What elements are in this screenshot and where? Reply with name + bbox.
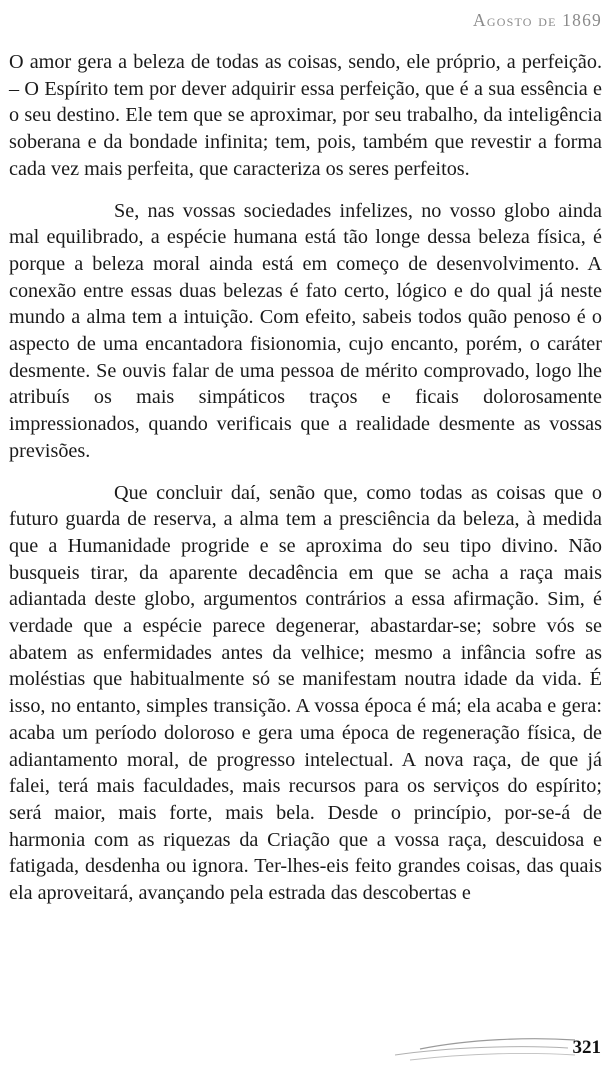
paragraph-2: Se, nas vossas sociedades infelizes, no vosso globo ainda mal equilibrado, a espécie humana está tão longe dessa beleza física, é porque a beleza moral ainda está em começo de desenvolvimento. A conexão entre essas duas belezas é fato certo, lógico e do qual já neste mundo a alma tem a intuição. Com efeito, sabeis todos quão penoso é o aspecto de uma encantadora fisionomia, cujo encanto, porém, o caráter desmente. Se ouvis falar de uma pessoa de mérito comprovado, logo lhe atribuís os mais simpáticos traços e ficais dolorosamente impressionados, quando verificais que a realidade desmente as vossas previsões.: [9, 199, 602, 462]
running-header: Agosto de 1869: [473, 10, 602, 30]
body-text: [9, 49, 602, 907]
page-footer: [0, 1027, 611, 1067]
page-number: 321: [572, 1037, 601, 1058]
paragraph-1: O amor gera a beleza de todas as coisas, sendo, ele próprio, a perfeição. – O Espírito tem por dever adquirir essa perfeição, que é a sua essência e o seu destino. Ele tem que se aproximar, por seu trabalho, da inteligência soberana e da bondade infinita; tem, pois, também que revestir a forma cada vez mais perfeita, que caracteriza os seres perfeitos.: [9, 51, 602, 180]
footer-swash-ornament: [0, 1027, 611, 1067]
paragraph-3: Que concluir daí, senão que, como todas as coisas que o futuro guarda de reserva, a alma tem a presciência da beleza, à medida que a Humanidade progride e se aproxima do seu tipo divino. Não busqueis tirar, da aparente decadência em que se acha a raça mais adiantada deste globo, argumentos contrários a essa afirmação. Sim, é verdade que a espécie parece degenerar, abastardar-se; sobre vós se abatem as enfermidades antes da velhice; mesmo a infância sofre as moléstias que habitualmente só se manifestam noutra idade da vida. É isso, no entanto, simples transição. A vossa época é má; ela acaba e gera: acaba um período doloroso e gera uma época de regeneração física, de adiantamento moral, de progresso intelectual. A nova raça, de que já falei, terá mais faculdades, mais recursos para os serviços do espírito; será maior, mais forte, mais bela. Desde o princípio, por-se-á de harmonia com as riquezas da Criação que a vossa raça, descuidosa e fatigada, desdenha ou ignora. Ter-lhes-eis feito grandes coisas, das quais ela aproveitará, avançando pela estrada das descobertas e: [9, 481, 602, 905]
